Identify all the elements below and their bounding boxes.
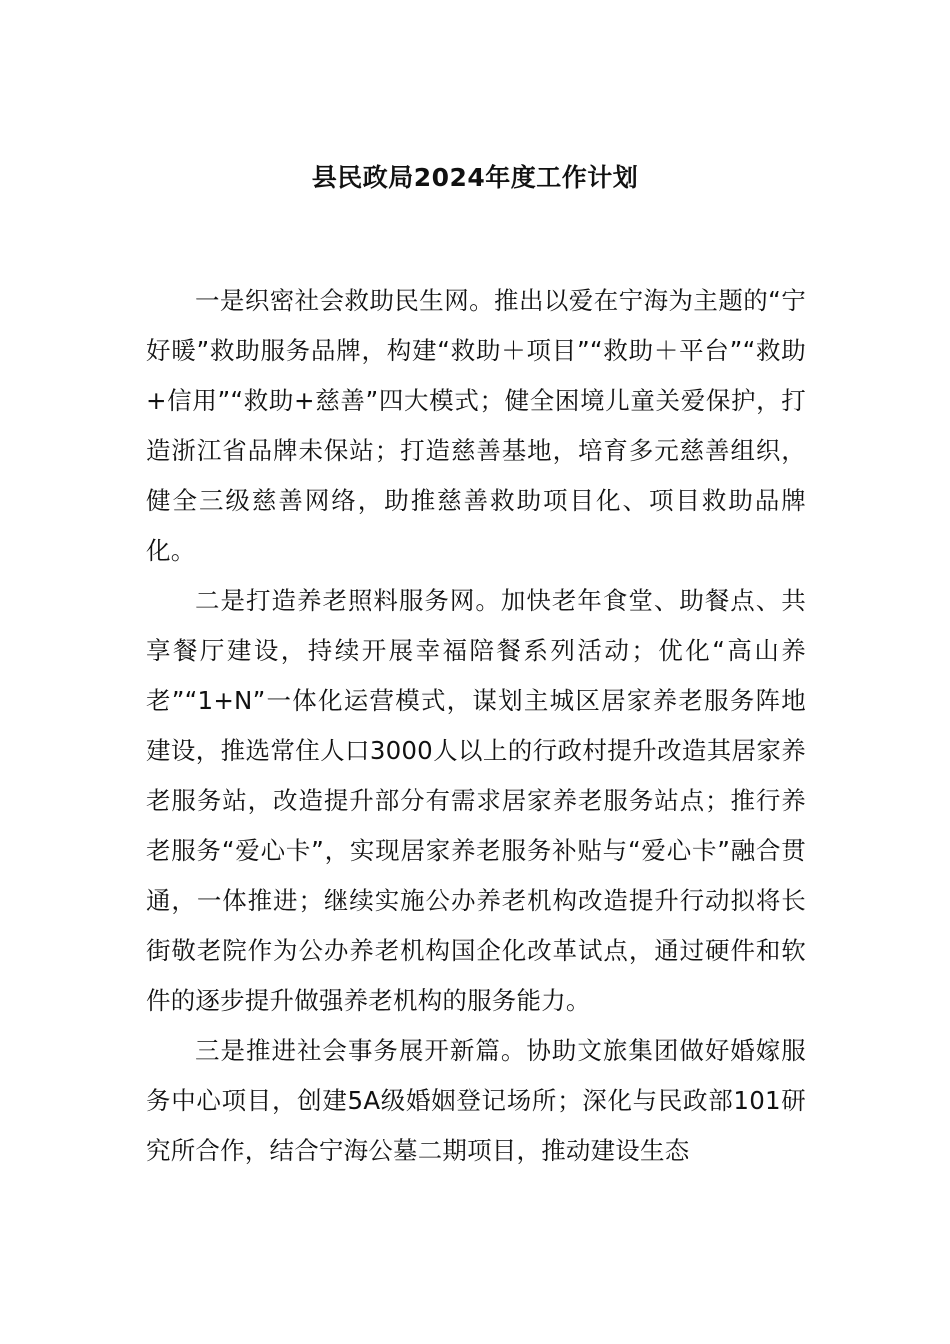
paragraph-1: 一是织密社会救助民生网。推出以爱在宁海为主题的“宁好暖”救助服务品牌，构建“救助＋项目”“救助＋平台”“救助+信用”“救助+慈善”四大模式；健全困境儿童关爱保护，打造浙江省品牌未保站；打造慈善基地，培育多元慈善组织，健全三级慈善网络，助推慈善救助项目化、项目救助品牌化。 — [146, 286, 806, 565]
paragraph-2: 二是打造养老照料服务网。加快老年食堂、助餐点、共享餐厅建设，持续开展幸福陪餐系列活动；优化“高山养老”“1+N”一体化运营模式，谋划主城区居家养老服务阵地建设，推选常住人口3000人以上的行政村提升改造其居家养老服务站，改造提升部分有需求居家养老服务站点；推行养老服务“爱心卡”，实现居家养老服务补贴与“爱心卡”融合贯通，一体推进；继续实施公办养老机构改造提升行动拟将长街敬老院作为公办养老机构国企化改革试点，通过硬件和软件的逐步提升做强养老机构的服务能力。 — [146, 586, 806, 1015]
paragraph-3: 三是推进社会事务展开新篇。协助文旅集团做好婚嫁服务中心项目，创建5A级婚姻登记场所；深化与民政部101研究所合作，结合宁海公墓二期项目，推动建设生态 — [146, 1036, 806, 1165]
document-title: 县民政局2024年度工作计划 — [311, 163, 639, 192]
document-body — [146, 276, 806, 1176]
